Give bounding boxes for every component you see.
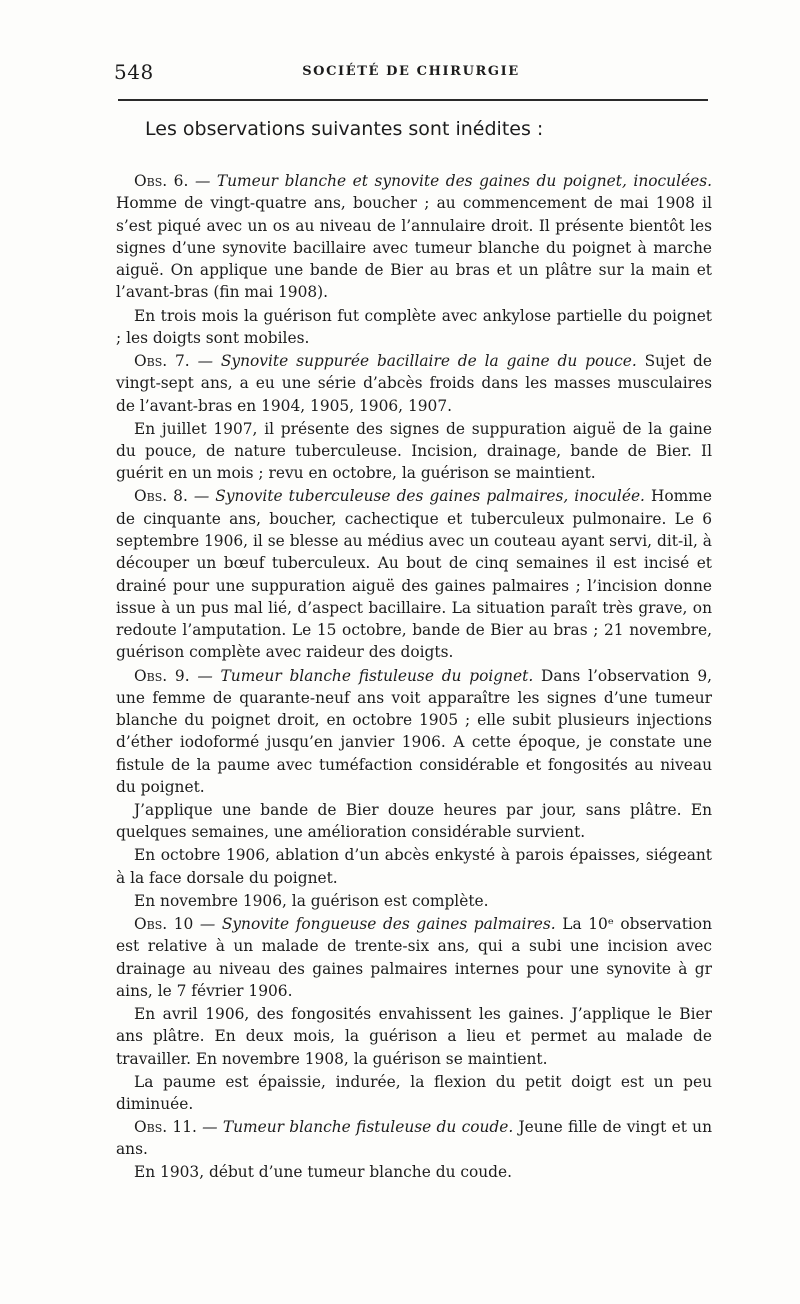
paragraph: [116, 305, 712, 350]
page-number: 548: [114, 60, 154, 84]
obs-title: — Tumeur blanche fistuleuse du coude.: [202, 1118, 514, 1137]
paragraph-text: En juillet 1907, il présente des signes de suppuration aiguë de la gaine du pouce, de nature tuberculeuse. Incision, drainage, bande de Bier. Il guérit en un mois ; revu en octobre, la guérison se maintient.: [116, 419, 712, 483]
obs-title: — Synovite suppurée bacillaire de la gaine du pouce.: [197, 351, 637, 370]
paragraph: [116, 844, 712, 889]
obs-label: Obs. 9.: [134, 666, 190, 685]
paragraph: [116, 1003, 712, 1070]
paragraph-text: En octobre 1906, ablation d’un abcès enkysté à parois épaisses, siégeant à la face dorsale du poignet.: [116, 846, 712, 887]
paragraph: [116, 418, 712, 485]
paragraph: [116, 1071, 712, 1116]
paragraph-text: J’applique une bande de Bier douze heures par jour, sans plâtre. En quelques semaines, une amélioration considérable survient.: [116, 801, 712, 842]
paragraph-obs-8: [116, 485, 712, 663]
paragraph-text: La paume est épaissie, indurée, la flexion du petit doigt est un peu diminuée.: [116, 1072, 712, 1113]
paragraph-obs-10: [116, 913, 712, 1002]
obs-label: Obs. 10: [134, 914, 194, 933]
page-header: [114, 58, 708, 88]
paragraph-text: En avril 1906, des fongosités envahissent les gaines. J’applique le Bier ans plâtre. En deux mois, la guérison a lieu et permet au malade de travailler. En novembre 1908, la guérison se maintient.: [116, 1004, 712, 1068]
obs-title: — Synovite fongueuse des gaines palmaires.: [199, 914, 556, 933]
header-rule: [118, 99, 708, 101]
obs-label: Obs. 11.: [134, 1118, 197, 1137]
paragraph: [116, 890, 712, 912]
paragraph-text: Jeune fille de vingt et un ans.: [116, 1118, 712, 1159]
paragraph-text: En trois mois la guérison fut complète avec ankylose partielle du poignet ; les doigts sont mobiles.: [116, 306, 712, 347]
paragraph-text: La 10ᵉ observation est relative à un malade de trente-six ans, qui a subi une incision avec drainage au niveau des gaines palmaires internes pour une synovite à gr ains, le 7 février 1906.: [116, 914, 712, 1000]
obs-title: — Tumeur blanche fistuleuse du poignet.: [197, 666, 534, 685]
running-head: SOCIÉTÉ DE CHIRURGIE: [302, 64, 520, 79]
paragraph-text: Sujet de vingt-sept ans, a eu une série d’abcès froids dans les masses musculaires de l’avant-bras en 1904, 1905, 1906, 1907.: [116, 351, 713, 415]
intro-line: Les observations suivantes sont inédites :: [145, 118, 544, 140]
obs-label: Obs. 7.: [134, 351, 190, 370]
paragraph-text: Homme de vingt-quatre ans, boucher ; au commencement de mai 1908 il s’est piqué avec un os au niveau de l’annulaire droit. Il présente bientôt les signes d’une synovite bacillaire avec tumeur blanche du poignet à marche aiguë. On applique une bande de Bier au bras et un plâtre sur la main et l’avant-bras (fin mai 1908).: [116, 194, 712, 302]
paragraph: [116, 1161, 712, 1183]
paragraph-obs-6: [116, 170, 712, 304]
obs-label: Obs. 6.: [134, 172, 189, 190]
obs-title: — Tumeur blanche et synovite des gaines du poignet, inoculées.: [194, 172, 712, 190]
paragraph: [116, 799, 712, 844]
paragraph-text: En 1903, début d’une tumeur blanche du coude.: [134, 1163, 513, 1182]
paragraph-obs-11: [116, 1116, 712, 1161]
paragraph-obs-9: [116, 665, 712, 799]
paragraph-text: Dans l’observation 9, une femme de quarante-neuf ans voit apparaître les signes d’une tumeur blanche du poignet droit, en octobre 1905 ; elle subit plusieurs injections d’éther iodoformé jusqu’en janvier 1906. A cette époque, je constate une fistule de la paume avec tuméfaction considérable et fongosités au niveau du poignet.: [116, 666, 713, 796]
paragraph-obs-7: [116, 350, 712, 417]
obs-title: — Synovite tuberculeuse des gaines palmaires, inoculée.: [193, 487, 645, 506]
body-text: [116, 170, 712, 1185]
obs-label: Obs. 8.: [134, 487, 188, 506]
paragraph-text: Homme de cinquante ans, boucher, cachectique et tuberculeux pulmonaire. Le 6 septembre 1906, il se blesse au médius avec un couteau ayant servi, dit-il, à découper un bœuf tuberculeux. Au bout de cinq semaines il est incisé et drainé pour une suppuration aiguë des gaines palmaires ; l’incision donne issue à un pus mal lié, d’aspect bacillaire. La situation paraît très grave, on redoute l’amputation. Le 15 octobre, bande de Bier au bras ; 21 novembre, guérison complète avec raideur des doigts.: [116, 487, 712, 662]
paragraph-text: En novembre 1906, la guérison est complète.: [134, 891, 489, 910]
